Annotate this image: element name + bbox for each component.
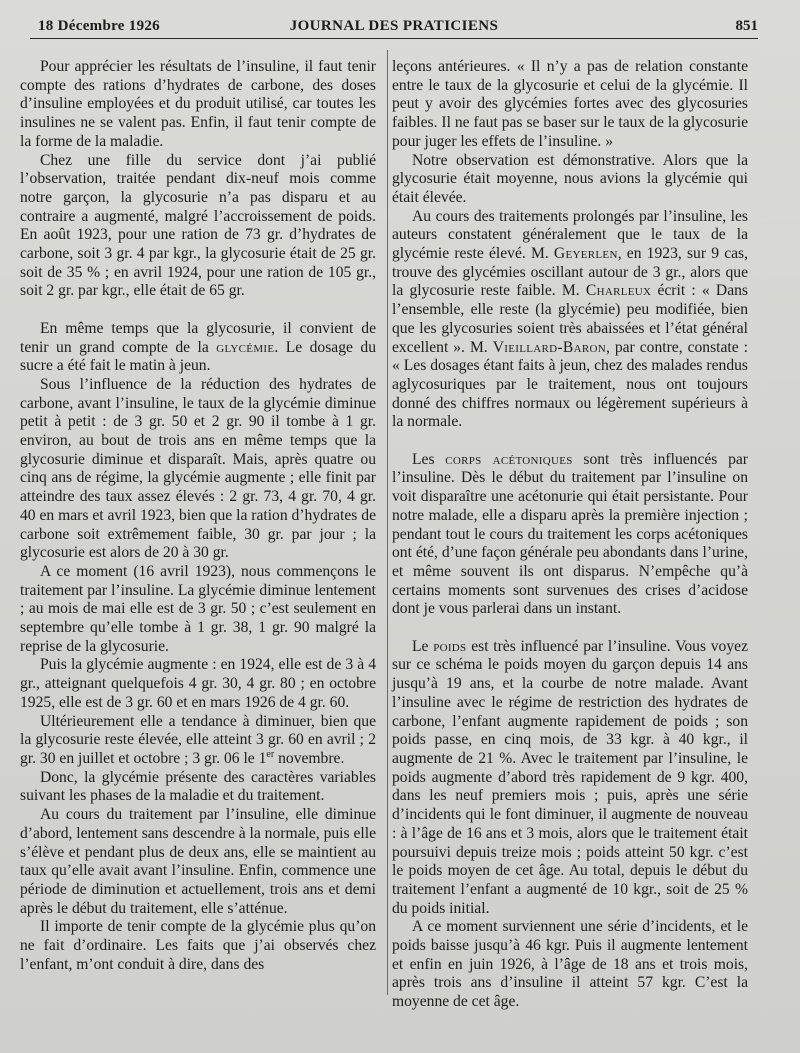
column-divider: [387, 50, 388, 995]
text-run: , par contre, constate : « Les dosages étant faits à jeun, chez des malades rendus aglycosuriques par le traitement, nous ont toujours donné des chiffres normaux ou légèrement supérieurs à la normale.: [392, 338, 748, 431]
text-run: novembre.: [274, 750, 345, 767]
text-run: est très influencé par l’insuline. Vous voyez sur ce schéma le poids moyen du garçon depuis 14 ans jusqu’à 19 ans, et la courbe de notre malade. Avant l’insuline avec le régime de restriction des hydrates de carbone, l’enfant augmente rapidement de poids ; son poids passe, en cinq mois, de 33 kgr. à 40 kgr., il augmente de 21 %. Avec le traitement par l’insuline, le poids augmente d’abord très rapidement de 9 kgr. 400, dans les neuf premiers mois ; puis, après une série d’incidents qui le font diminuer, il augmente de nouveau : à l’âge de 16 ans et 3 mois, alors que le traitement était poursuivi depuis treize mois ; poids atteint 50 kgr. c’est le poids moyen de cet âge. Au total, depuis le début du traitement l’enfant a augmenté de 10 kgr., soit de 25 % du poids initial.: [392, 637, 748, 917]
header-page-number: 851: [735, 18, 758, 34]
paragraph: [392, 451, 748, 619]
keyword-corps-acetoniques: corps acétoniques: [445, 450, 573, 468]
paragraph: [392, 638, 748, 919]
text-run: Les: [412, 450, 435, 468]
paragraph: Au cours du traitement par l’insuline, elle diminue d’abord, lentement sans descendre à la normale, puis elle s’élève et pendant plus de deux ans, elle se maintient au taux qu’elle avait avant l’insuline. Enfin, commence une période de diminution et actuellement, trois ans et demi après le début du traitement, elle s’atténue.: [20, 806, 376, 917]
keyword-glycemie: glycémie: [216, 338, 275, 356]
paragraph: A ce moment (16 avril 1923), nous commençons le traitement par l’insuline. La glycémie diminue lentement ; au mois de mai elle est de 3 gr. 50 ; c’est seulement en septembre qu’elle tombe à 1 gr. 38, 1 gr. 90 malgré la reprise de la glycosurie.: [20, 562, 376, 655]
paragraph: leçons antérieures. « Il n’y a pas de relation constante entre le taux de la glycosurie et celui de la glycémie. Il peut y avoir des glycémies fortes avec des glycosuries faibles. Il ne faut pas se baser sur le taux de la glycosurie pour juger les effets de l’insuline. »: [392, 58, 748, 150]
text-run: sont très influencés par l’insuline. Dès le début du traitement par l’insuline on voit disparaître une acétonurie qui était persistante. Pour notre malade, elle a disparu après la première injection ; pendant tout le cours du traitement les corps acétoniques ont été, d’une façon générale peu abondants dans l’urine, et même souvent ils ont disparus. N’empêche qu’à certains moments sont survenues des crises d’acidose dont je vous parlerai dans un instant.: [392, 450, 748, 618]
paragraph: Pour apprécier les résultats de l’insuline, il faut tenir compte des rations d’hydrates de carbone, des doses d’insuline employées et du produit utilisé, car toutes les insulines ne se valent pas. Enfin, il faut tenir compte de la forme de la maladie.: [20, 58, 376, 150]
text-run: , en 1923, sur 9 cas, trouve des glycémies oscillant autour de 3 gr., alors que la glycosurie reste faible. M.: [392, 245, 749, 300]
author-name: Vieillard-Baron: [492, 338, 606, 356]
right-column: [392, 58, 748, 1012]
paragraph: Chez une fille du service dont j’ai publié l’observation, traitée pendant dix-neuf mois comme notre garçon, la glycosurie n’a pas disparu et au contraire a augmenté, malgré l’accroissement de poids. En août 1923, pour une ration de 73 gr. d’hydrates de carbone, soit 3 gr. 4 par kgr., la glycosurie était de 25 gr. soit de 35 % ; en avril 1924, pour une ration de 105 gr., soit 2 gr. par kgr., elle était de 65 gr.: [20, 151, 376, 300]
keyword-poids: poids: [433, 637, 467, 655]
superscript: er: [266, 748, 275, 760]
running-header: [30, 14, 758, 36]
header-date: 18 Décembre 1926: [38, 18, 160, 34]
text-run: Le: [412, 637, 429, 655]
header-rule: [30, 38, 758, 39]
text-run: Ultérieurement elle a tendance à diminuer, bien que la glycosurie reste élevée, elle atteint 3 gr. 60 en avril ; 2 gr. 30 en juillet et octobre ; 3 gr. 06 le 1: [20, 712, 376, 767]
paragraph: Donc, la glycémie présente des caractères variables suivant les phases de la maladie et du traitement.: [20, 768, 376, 805]
author-name: Geyerlen: [553, 245, 618, 263]
header-journal-title: JOURNAL DES PRATICIENS: [289, 18, 499, 34]
text-run: écrit : « Dans l’ensemble, elle reste (la glycémie) peu modifiée, bien que les glycosuries soient très abaissées et l’état général excellent ». M.: [392, 282, 748, 356]
left-column: [20, 58, 376, 974]
paragraph: [20, 320, 376, 376]
paragraph: Il importe de tenir compte de la glycémie plus qu’on ne fait d’ordinaire. Les faits que j’ai observés chez l’enfant, m’ont conduit à dire, dans des: [20, 918, 376, 973]
paragraph: Puis la glycémie augmente : en 1924, elle est de 3 à 4 gr., atteignant quelquefois 4 gr. 30, 4 gr. 80 ; en octobre 1925, elle est de 3 gr. 60 et en mars 1926 de 4 gr. 60.: [20, 656, 376, 711]
text-run: Au cours des traitements prolongés par l’insuline, les auteurs constatent généralement que le taux de la glycémie reste élevé. M.: [392, 207, 748, 263]
paragraph: Notre observation est démonstrative. Alors que la glycosurie était moyenne, nous avions la glycémie qui était élevée.: [392, 151, 748, 206]
text-run: . Le dosage du sucre a été fait le matin à jeun.: [20, 338, 376, 375]
paragraph: [392, 208, 748, 432]
text-run: En même temps que la glycosurie, il convient de tenir un grand compte de la: [20, 319, 376, 356]
paragraph: Sous l’influence de la réduction des hydrates de carbone, avant l’insuline, le taux de la glycémie diminue petit à petit : de 3 gr. 50 et 2 gr. 90 il tombe à 1 gr. environ, au bout de trois ans en même temps que la glycosurie diminue et disparaît. Mais, après quatre ou cinq ans de régime, la glycémie augmente ; elle finit par atteindre des taux assez élevés : 2 gr. 73, 4 gr. 70, 4 gr. 40 en mars et avril 1923, bien que la ration d’hydrates de carbone soit extrêmement faible, 30 gr. par jour ; la glycosurie est alors de 20 à 30 gr.: [20, 375, 376, 562]
paragraph: [20, 713, 376, 769]
paragraph: A ce moment surviennent une série d’incidents, et le poids baisse jusqu’à 46 kgr. Puis il augmente lentement et enfin en juin 1926, à l’âge de 18 ans et trois mois, après trois ans d’insuline il atteint 57 kgr. C’est la moyenne de cet âge.: [392, 918, 748, 1011]
author-name: Charleux: [585, 282, 652, 300]
